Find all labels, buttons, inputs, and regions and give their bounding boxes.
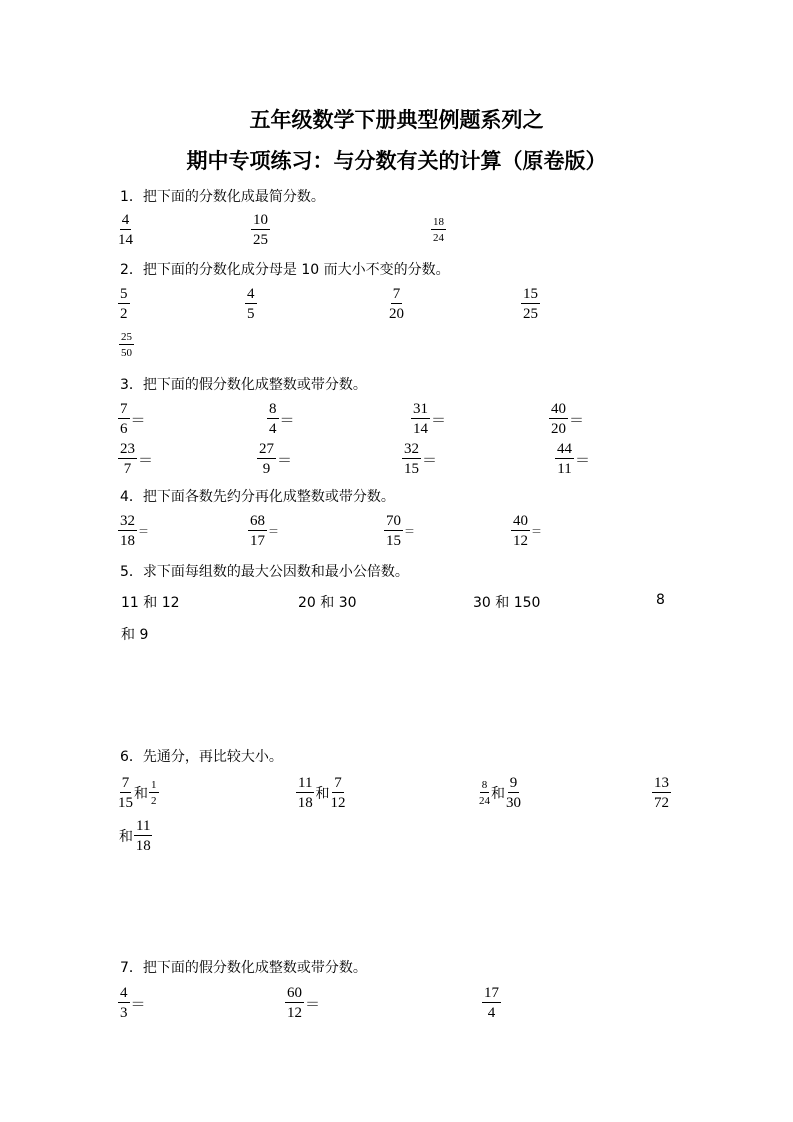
numerator: 25: [121, 331, 132, 343]
fraction: [431, 216, 446, 244]
equals-sign: ＝: [277, 452, 293, 469]
denominator: 25: [523, 306, 538, 322]
numerator: 8: [269, 401, 277, 417]
exercise-item: [402, 441, 437, 477]
fraction: [257, 441, 276, 477]
denominator: 24: [433, 232, 444, 244]
equals-sign: ＝: [305, 996, 321, 1013]
equals-sign: ＝: [575, 452, 591, 469]
numerator: 32: [120, 513, 135, 529]
denominator: 12: [287, 1005, 302, 1021]
equals-sign: ＝: [268, 526, 279, 538]
numerator: 23: [120, 441, 135, 457]
exercise-item: [118, 775, 159, 811]
exercise-item: [120, 592, 181, 612]
denominator: 9: [262, 461, 271, 477]
denominator: 14: [118, 232, 133, 248]
numerator: 15: [523, 286, 538, 302]
fraction: [555, 441, 574, 477]
item-text: 和: [119, 829, 133, 845]
denominator: 18: [297, 795, 313, 811]
fraction: [652, 775, 671, 811]
exercise-item: [119, 331, 134, 359]
fraction: [149, 779, 159, 807]
denominator: 6: [120, 421, 128, 437]
fraction: [482, 985, 501, 1021]
question-2: 2．把下面的分数化成分母是 10 而大小不变的分数。: [120, 262, 450, 278]
numerator: 60: [287, 985, 302, 1001]
exercise-item: [297, 592, 358, 612]
denominator: 18: [120, 533, 135, 549]
denominator: 15: [404, 461, 419, 477]
exercise-item: [118, 441, 153, 477]
fraction: [330, 775, 345, 811]
item-text: 和 9: [121, 627, 149, 643]
exercise-item: [118, 286, 130, 322]
denominator: 4: [487, 1005, 496, 1021]
item-text: 8: [656, 592, 665, 608]
denominator: 17: [250, 533, 265, 549]
exercise-item: [267, 401, 295, 437]
exercise-item: [511, 513, 542, 549]
denominator: 20: [551, 421, 566, 437]
numerator: 13: [654, 775, 669, 791]
exercise-item: [285, 985, 320, 1021]
exercise-item: [118, 513, 149, 549]
numerator: 7: [392, 286, 401, 302]
numerator: 5: [120, 286, 128, 302]
numerator: 44: [557, 441, 572, 457]
fraction: [118, 513, 137, 549]
equals-sign: ＝: [404, 526, 415, 538]
denominator: 12: [513, 533, 528, 549]
exercise-item: [257, 441, 292, 477]
item-text: 和: [491, 786, 505, 802]
numerator: 4: [247, 286, 255, 302]
fraction: [251, 212, 270, 248]
denominator: 5: [247, 306, 255, 322]
fraction: [119, 331, 134, 359]
equals-sign: ＝: [138, 526, 149, 538]
fraction: [402, 441, 421, 477]
numerator: 11: [298, 775, 313, 791]
exercise-item: [472, 592, 541, 612]
numerator: 18: [433, 216, 444, 228]
exercise-item: [384, 513, 415, 549]
fraction: [267, 401, 279, 437]
exercise-item: [245, 286, 257, 322]
equals-sign: ＝: [130, 412, 146, 429]
fraction: [521, 286, 540, 322]
question-7: 7．把下面的假分数化成整数或带分数。: [120, 960, 367, 976]
denominator: 2: [151, 795, 157, 807]
exercise-item: [411, 401, 446, 437]
denominator: 50: [121, 347, 132, 359]
fraction: [506, 775, 521, 811]
denominator: 72: [654, 795, 669, 811]
exercise-item: [118, 401, 146, 437]
fraction: [118, 441, 137, 477]
denominator: 7: [123, 461, 132, 477]
numerator: 1: [151, 779, 157, 791]
exercise-item: [431, 216, 446, 244]
denominator: 11: [557, 461, 572, 477]
item-text: 和: [134, 786, 148, 802]
fraction: [245, 286, 257, 322]
numerator: 7: [120, 401, 128, 417]
question-5: 5．求下面每组数的最大公因数和最小公倍数。: [120, 564, 409, 580]
exercise-item: [549, 401, 584, 437]
question-4: 4．把下面各数先约分再化成整数或带分数。: [120, 489, 395, 505]
fraction: [384, 513, 403, 549]
equals-sign: ＝: [279, 412, 295, 429]
denominator: 4: [269, 421, 277, 437]
denominator: 2: [120, 306, 128, 322]
numerator: 27: [259, 441, 274, 457]
exercise-item: [296, 775, 345, 811]
equals-sign: ＝: [130, 996, 146, 1013]
numerator: 8: [481, 779, 488, 791]
numerator: 17: [484, 985, 499, 1001]
question-6: 6．先通分，再比较大小。: [120, 749, 283, 765]
denominator: 15: [118, 795, 133, 811]
page-subtitle: 期中专项练习：与分数有关的计算（原卷版）: [186, 149, 607, 173]
fraction: [118, 775, 133, 811]
denominator: 30: [506, 795, 521, 811]
exercise-item: [655, 592, 666, 608]
denominator: 18: [135, 838, 151, 854]
numerator: 4: [121, 212, 130, 228]
exercise-item: [120, 624, 149, 644]
fraction: [118, 212, 133, 248]
item-text: 和: [315, 786, 330, 802]
numerator: 4: [120, 985, 128, 1001]
equals-sign: ＝: [138, 452, 154, 469]
equals-sign: ＝: [531, 526, 542, 538]
fraction: [248, 513, 267, 549]
question-3: 3．把下面的假分数化成整数或带分数。: [120, 377, 367, 393]
exercise-item: [118, 818, 152, 854]
numerator: 32: [404, 441, 419, 457]
exercise-item: [555, 441, 590, 477]
denominator: 12: [330, 795, 346, 811]
fraction: [296, 775, 314, 811]
fraction: [389, 286, 404, 322]
fraction: [118, 401, 130, 437]
denominator: 15: [386, 533, 401, 549]
item-text: 30 和 150: [473, 595, 541, 611]
exercise-item: [251, 212, 270, 248]
exercise-item: [521, 286, 540, 322]
numerator: 9: [509, 775, 518, 791]
page-title: 五年级数学下册典型例题系列之: [249, 108, 544, 132]
item-text: 11 和 12: [121, 595, 180, 611]
numerator: 31: [413, 401, 428, 417]
fraction: [479, 779, 490, 807]
exercise-item: [118, 985, 146, 1021]
numerator: 10: [253, 212, 268, 228]
exercise-item: [482, 985, 501, 1021]
fraction: [118, 985, 130, 1021]
numerator: 40: [551, 401, 566, 417]
denominator: 24: [479, 795, 490, 807]
exercise-item: [248, 513, 279, 549]
fraction: [549, 401, 568, 437]
numerator: 7: [334, 775, 342, 791]
fraction: [411, 401, 430, 437]
numerator: 70: [386, 513, 401, 529]
equals-sign: ＝: [422, 452, 438, 469]
fraction: [511, 513, 530, 549]
denominator: 20: [389, 306, 404, 322]
exercise-item: [118, 212, 133, 248]
exercise-item: [479, 775, 521, 811]
fraction: [285, 985, 304, 1021]
numerator: 7: [121, 775, 130, 791]
fraction: [134, 818, 152, 854]
equals-sign: ＝: [569, 412, 585, 429]
denominator: 14: [413, 421, 428, 437]
numerator: 40: [513, 513, 528, 529]
equals-sign: ＝: [431, 412, 447, 429]
denominator: 25: [253, 232, 268, 248]
item-text: 20 和 30: [298, 595, 357, 611]
numerator: 68: [250, 513, 265, 529]
exercise-item: [652, 775, 671, 811]
fraction: [118, 286, 130, 322]
denominator: 3: [120, 1005, 128, 1021]
exercise-item: [389, 286, 404, 322]
numerator: 11: [136, 818, 151, 834]
question-1: 1．把下面的分数化成最简分数。: [120, 189, 325, 205]
